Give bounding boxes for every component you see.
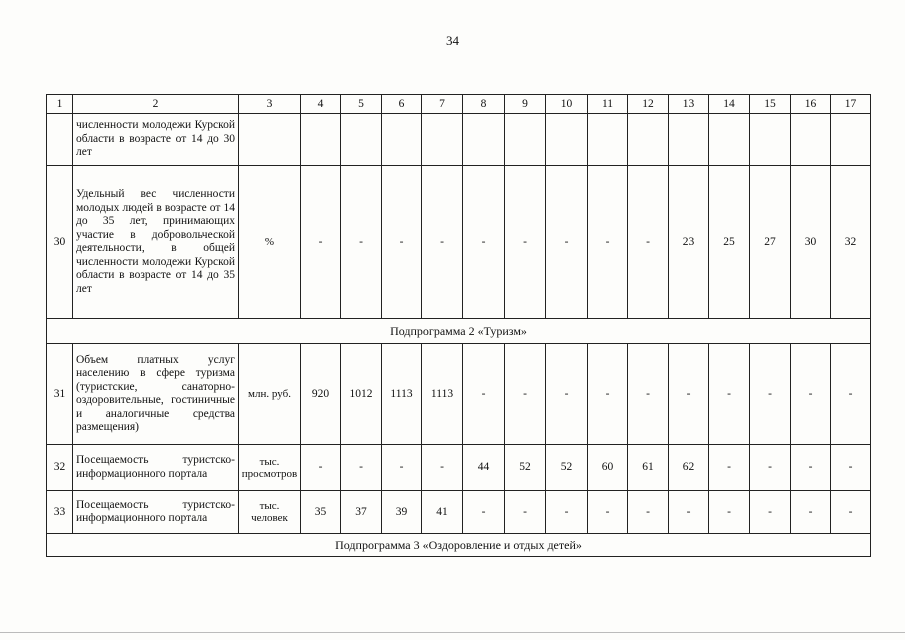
value-cell bbox=[669, 114, 709, 166]
value-cell: 52 bbox=[546, 445, 588, 491]
value-cell: 37 bbox=[341, 491, 382, 534]
value-cell: - bbox=[669, 344, 709, 445]
table-row bbox=[47, 344, 871, 445]
value-cell: - bbox=[750, 344, 791, 445]
value-cell: - bbox=[588, 344, 628, 445]
row-number: 31 bbox=[47, 344, 73, 445]
row-number bbox=[47, 114, 73, 166]
value-cell bbox=[831, 114, 871, 166]
value-cell: - bbox=[382, 445, 422, 491]
value-cell: 62 bbox=[669, 445, 709, 491]
indicators-table bbox=[46, 94, 871, 557]
value-cell bbox=[341, 114, 382, 166]
table-row bbox=[47, 114, 871, 166]
value-cell bbox=[463, 114, 505, 166]
row-number: 30 bbox=[47, 166, 73, 319]
header-cell: 13 bbox=[669, 95, 709, 114]
value-cell: - bbox=[831, 344, 871, 445]
value-cell: - bbox=[750, 445, 791, 491]
value-cell: - bbox=[382, 166, 422, 319]
value-cell: 41 bbox=[422, 491, 463, 534]
value-cell: 920 bbox=[301, 344, 341, 445]
value-cell bbox=[628, 114, 669, 166]
value-cell: 35 bbox=[301, 491, 341, 534]
unit-of-measure: тыс. человек bbox=[239, 491, 301, 534]
value-cell: 1113 bbox=[422, 344, 463, 445]
value-cell: - bbox=[341, 166, 382, 319]
value-cell bbox=[422, 114, 463, 166]
value-cell: - bbox=[422, 166, 463, 319]
table-row bbox=[47, 445, 871, 491]
value-cell: - bbox=[791, 445, 831, 491]
table-header-row bbox=[47, 95, 871, 114]
value-cell: 25 bbox=[709, 166, 750, 319]
value-cell: 61 bbox=[628, 445, 669, 491]
header-cell: 8 bbox=[463, 95, 505, 114]
header-cell: 1 bbox=[47, 95, 73, 114]
table-row bbox=[47, 491, 871, 534]
header-cell: 11 bbox=[588, 95, 628, 114]
header-cell: 14 bbox=[709, 95, 750, 114]
value-cell: - bbox=[505, 344, 546, 445]
row-number: 33 bbox=[47, 491, 73, 534]
value-cell: - bbox=[628, 491, 669, 534]
value-cell: - bbox=[422, 445, 463, 491]
indicator-name: Объем платных услуг населению в сфере туризма (туристские, санаторно-оздоровительные, гостиничные и аналогичные средства размещения) bbox=[73, 344, 239, 445]
value-cell: - bbox=[546, 344, 588, 445]
indicator-name: Посещаемость туристско-информационного портала bbox=[73, 491, 239, 534]
value-cell: - bbox=[628, 166, 669, 319]
value-cell bbox=[505, 114, 546, 166]
value-cell: - bbox=[709, 445, 750, 491]
header-cell: 2 bbox=[73, 95, 239, 114]
scan-bottom-edge bbox=[0, 632, 905, 633]
unit-of-measure: тыс. просмотров bbox=[239, 445, 301, 491]
value-cell: - bbox=[831, 445, 871, 491]
unit-of-measure bbox=[239, 114, 301, 166]
row-number: 32 bbox=[47, 445, 73, 491]
value-cell: - bbox=[301, 166, 341, 319]
value-cell: - bbox=[831, 491, 871, 534]
value-cell: 52 bbox=[505, 445, 546, 491]
value-cell: 30 bbox=[791, 166, 831, 319]
value-cell: - bbox=[588, 166, 628, 319]
value-cell: 1113 bbox=[382, 344, 422, 445]
value-cell: - bbox=[546, 491, 588, 534]
value-cell: - bbox=[709, 344, 750, 445]
header-cell: 7 bbox=[422, 95, 463, 114]
value-cell: 1012 bbox=[341, 344, 382, 445]
value-cell: - bbox=[463, 491, 505, 534]
indicator-name: численности молодежи Курской области в возрасте от 14 до 30 лет bbox=[73, 114, 239, 166]
section-row bbox=[47, 319, 871, 344]
value-cell: - bbox=[791, 344, 831, 445]
section-row bbox=[47, 534, 871, 557]
value-cell: - bbox=[750, 491, 791, 534]
unit-of-measure: млн. руб. bbox=[239, 344, 301, 445]
value-cell bbox=[546, 114, 588, 166]
value-cell: - bbox=[505, 491, 546, 534]
value-cell: 27 bbox=[750, 166, 791, 319]
value-cell: 60 bbox=[588, 445, 628, 491]
section-title: Подпрограмма 3 «Оздоровление и отдых детей» bbox=[47, 534, 871, 557]
value-cell: - bbox=[505, 166, 546, 319]
header-cell: 4 bbox=[301, 95, 341, 114]
value-cell: 32 bbox=[831, 166, 871, 319]
value-cell: - bbox=[588, 491, 628, 534]
value-cell bbox=[588, 114, 628, 166]
value-cell bbox=[791, 114, 831, 166]
value-cell bbox=[301, 114, 341, 166]
value-cell: 44 bbox=[463, 445, 505, 491]
value-cell: - bbox=[301, 445, 341, 491]
value-cell bbox=[382, 114, 422, 166]
header-cell: 6 bbox=[382, 95, 422, 114]
page-number: 34 bbox=[446, 33, 459, 48]
unit-of-measure: % bbox=[239, 166, 301, 319]
indicator-name: Удельный вес численности молодых людей в возрасте от 14 до 35 лет, принимающих участие в добровольческой деятельности, в общей численности молодежи Курской области в возрасте от 14 до 35 лет bbox=[73, 166, 239, 319]
value-cell: - bbox=[709, 491, 750, 534]
indicator-name: Посещаемость туристско-информационного портала bbox=[73, 445, 239, 491]
value-cell: - bbox=[463, 166, 505, 319]
header-cell: 17 bbox=[831, 95, 871, 114]
header-cell: 3 bbox=[239, 95, 301, 114]
value-cell: - bbox=[669, 491, 709, 534]
value-cell: 23 bbox=[669, 166, 709, 319]
value-cell: - bbox=[463, 344, 505, 445]
value-cell: - bbox=[628, 344, 669, 445]
value-cell: - bbox=[546, 166, 588, 319]
header-cell: 10 bbox=[546, 95, 588, 114]
header-cell: 12 bbox=[628, 95, 669, 114]
header-cell: 5 bbox=[341, 95, 382, 114]
section-title: Подпрограмма 2 «Туризм» bbox=[47, 319, 871, 344]
header-cell: 16 bbox=[791, 95, 831, 114]
table-row bbox=[47, 166, 871, 319]
value-cell: - bbox=[341, 445, 382, 491]
value-cell bbox=[750, 114, 791, 166]
header-cell: 9 bbox=[505, 95, 546, 114]
value-cell: 39 bbox=[382, 491, 422, 534]
header-cell: 15 bbox=[750, 95, 791, 114]
value-cell bbox=[709, 114, 750, 166]
value-cell: - bbox=[791, 491, 831, 534]
